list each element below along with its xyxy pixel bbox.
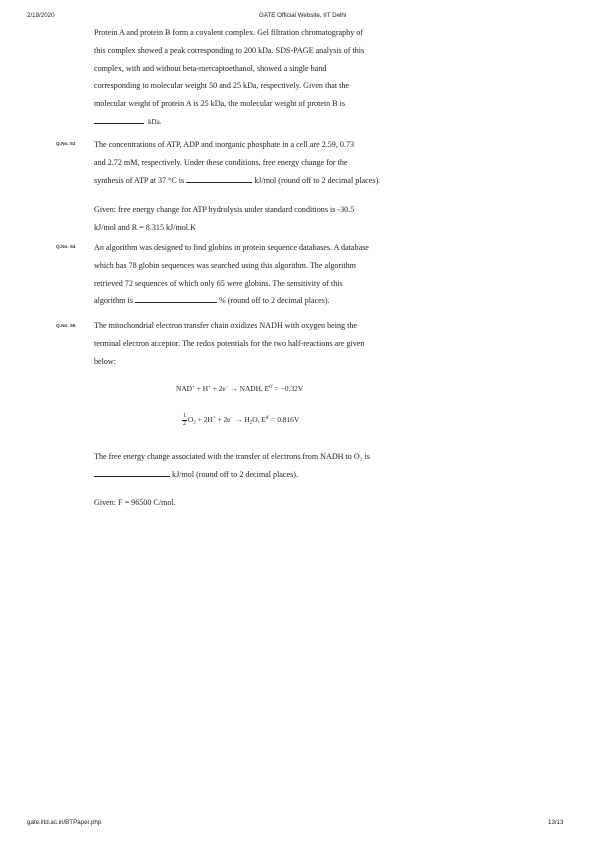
- text-line: [94, 466, 466, 484]
- eq-superscript: −: [225, 385, 229, 390]
- question-53-label: Q.No. 53: [56, 142, 76, 147]
- answer-blank[interactable]: [94, 469, 170, 477]
- text-segment: synthesis of ATP at 37 °C is: [94, 175, 185, 185]
- text-segment: kJ/mol (round off to 2 decimal places).: [172, 469, 298, 479]
- eq-term: → NADH, E: [228, 384, 270, 393]
- page-number: 13/13: [548, 819, 564, 826]
- print-date: 2/18/2020: [27, 12, 55, 19]
- eq-term: → H: [233, 415, 250, 425]
- text-line: Protein A and protein B form a covalent complex. Gel filtration chromatography of: [94, 28, 364, 37]
- text-line: retrieved 72 sequences of which only 65 were globins. The sensitivity of this: [94, 278, 343, 288]
- eq-term: + H: [194, 384, 209, 393]
- eq-subscript: 2: [193, 420, 196, 426]
- eq-term: + 2e: [215, 415, 231, 425]
- eq-value: = −0.32V: [272, 384, 304, 393]
- eq-term: O, E: [252, 415, 266, 425]
- text-line: The free energy change associated with the transfer of electrons from NADH to O₂ is: [94, 452, 370, 461]
- page-header-title: GATE Official Website, IIT Delhi: [259, 12, 347, 19]
- eq-term: NAD: [176, 384, 193, 393]
- fraction-numerator: 1: [183, 413, 186, 419]
- text-line: An algorithm was designed to find globins in protein sequence databases. A database: [94, 243, 369, 252]
- eq-term: + 2e: [210, 384, 226, 393]
- eq-superscript: +: [212, 416, 216, 422]
- page-url: gate.iitd.ac.in/BTPaper.php: [27, 819, 102, 826]
- text-line: which has 78 globin sequences was searched using this algorithm. The algorithm: [94, 260, 356, 270]
- text-line: kJ/mol and R = 8.315 kJ/mol.K: [94, 222, 196, 232]
- answer-line: [94, 113, 466, 132]
- text-line: [94, 292, 466, 310]
- eq-superscript: 0′: [265, 416, 270, 422]
- question-55-prompt: [94, 448, 466, 484]
- question-52-text: [94, 24, 466, 132]
- answer-blank[interactable]: [186, 175, 252, 183]
- answer-unit: kDa.: [148, 117, 162, 126]
- text-line: and 2.72 mM, respectively. Under these conditions, free energy change for the: [94, 157, 348, 167]
- eq-superscript: +: [208, 385, 211, 390]
- eq-term: O: [188, 415, 194, 425]
- eq-superscript: −: [230, 416, 234, 422]
- text-segment: kJ/mol (round off to 2 decimal places).: [254, 175, 381, 185]
- question-54-label: Q.No. 54: [56, 245, 76, 250]
- text-line: Given: free energy change for ATP hydrolysis under standard conditions is -30.5: [94, 205, 355, 214]
- question-55-text: [94, 317, 466, 370]
- eq-subscript: 2: [249, 420, 253, 426]
- fraction-one-half: [182, 413, 187, 428]
- eq-term: + 2H: [195, 415, 213, 425]
- eq-superscript: 0′: [269, 385, 273, 390]
- text-line: below:: [94, 356, 117, 366]
- fraction-denominator: 2: [183, 421, 186, 427]
- question-53-text: [94, 136, 466, 189]
- answer-blank[interactable]: [94, 116, 144, 124]
- question-53-given: [94, 201, 466, 237]
- text-line: molecular weight of protein A is 25 kDa, the molecular weight of protein B is: [94, 99, 346, 109]
- question-55-given: Given: F = 96500 C/mol.: [94, 498, 176, 507]
- equation-oxygen-half-reaction: [182, 413, 299, 428]
- text-line: The mitochondrial electron transfer chain oxidizes NADH with oxygen being the: [94, 321, 357, 330]
- question-54-text: [94, 239, 466, 310]
- text-line: [94, 172, 466, 190]
- text-line: corresponding to molecular weight 50 and 25 kDa, respectively. Given that the: [94, 81, 350, 91]
- text-segment: % (round off to 2 decimal places).: [218, 296, 330, 306]
- text-line: terminal electron acceptor. The redox potentials for the two half-reactions are given: [94, 338, 365, 348]
- eq-value: = 0.816V: [269, 415, 300, 425]
- text-line: The concentrations of ATP, ADP and inorganic phosphate in a cell are 2.59, 0.73: [94, 140, 355, 149]
- question-55-label: Q.No. 55: [56, 324, 76, 329]
- answer-blank[interactable]: [135, 295, 217, 303]
- eq-superscript: +: [192, 385, 195, 390]
- text-line: this complex showed a peak corresponding to 200 kDa. SDS-PAGE analysis of this: [94, 45, 365, 55]
- text-segment: algorithm is: [94, 296, 133, 306]
- equation-nad-half-reaction: [176, 384, 303, 393]
- text-line: complex, with and without beta-mercaptoethanol, showed a single band: [94, 63, 327, 73]
